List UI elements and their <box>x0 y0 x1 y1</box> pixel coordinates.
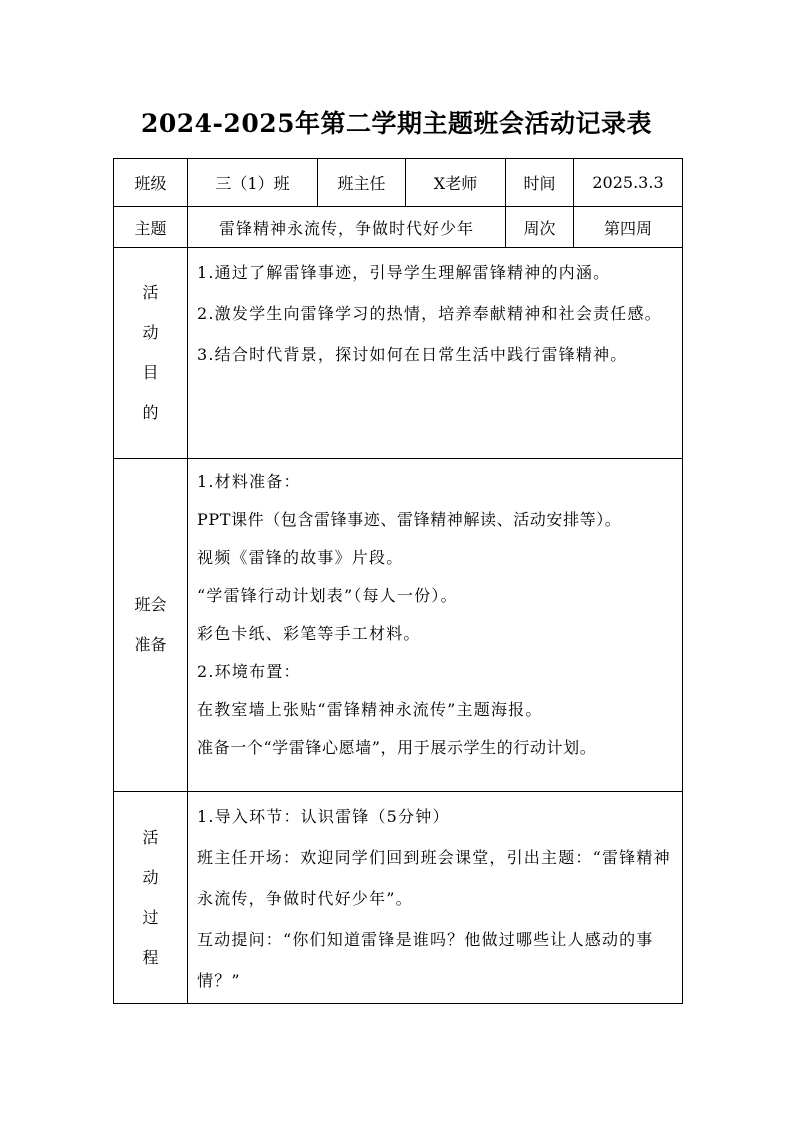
process-label-char: 动 <box>142 867 159 887</box>
theme-label: 主题 <box>114 207 188 248</box>
preparation-item: 2.环境布置： <box>197 662 301 681</box>
header-row <box>114 159 683 207</box>
preparation-row <box>114 459 683 792</box>
process-label-char: 活 <box>142 827 159 847</box>
process-row <box>114 792 683 1004</box>
preparation-label <box>114 459 188 792</box>
preparation-item: 准备一个“学雷锋心愿墙”，用于展示学生的行动计划。 <box>197 738 597 757</box>
process-label-char: 过 <box>142 907 159 927</box>
objective-item: 2.激发学生向雷锋学习的热情，培养奉献精神和社会责任感。 <box>197 304 662 323</box>
objectives-label-char: 目 <box>142 363 159 382</box>
objective-item: 1.通过了解雷锋事迹，引导学生理解雷锋精神的内涵。 <box>197 263 611 282</box>
process-item: 班主任开场：欢迎同学们回到班会课堂，引出主题：“雷锋精神永流传，争做时代好少年”。 <box>197 848 671 908</box>
teacher-label: 班主任 <box>318 159 406 207</box>
week-value: 第四周 <box>574 207 683 248</box>
teacher-value: X老师 <box>406 159 506 207</box>
objectives-content <box>188 248 683 459</box>
process-item: 1.导入环节：认识雷锋（5分钟） <box>197 807 450 826</box>
class-label: 班级 <box>114 159 188 207</box>
week-label: 周次 <box>506 207 574 248</box>
preparation-item: PPT课件（包含雷锋事迹、雷锋精神解读、活动安排等）。 <box>197 510 622 529</box>
theme-value: 雷锋精神永流传，争做时代好少年 <box>188 207 506 248</box>
objectives-label-char: 动 <box>142 323 159 342</box>
process-label-char: 程 <box>142 947 159 967</box>
activity-record-table <box>113 158 683 1004</box>
preparation-content <box>188 459 683 792</box>
time-label: 时间 <box>506 159 574 207</box>
preparation-item: “学雷锋行动计划表”（每人一份）。 <box>197 586 458 605</box>
class-value: 三（1）班 <box>188 159 318 207</box>
process-content <box>188 792 683 1004</box>
objectives-label-char: 的 <box>142 403 159 422</box>
preparation-item: 彩色卡纸、彩笔等手工材料。 <box>197 624 421 643</box>
process-item: 互动提问：“你们知道雷锋是谁吗？他做过哪些让人感动的事情？” <box>197 930 654 990</box>
preparation-label-line: 班会 <box>134 595 167 614</box>
objectives-label <box>114 248 188 459</box>
objectives-row <box>114 248 683 459</box>
preparation-item: 视频《雷锋的故事》片段。 <box>197 548 404 567</box>
theme-row <box>114 207 683 248</box>
process-label <box>114 792 188 1004</box>
page-title: 2024-2025年第二学期主题班会活动记录表 <box>140 109 653 138</box>
objective-item: 3.结合时代背景，探讨如何在日常生活中践行雷锋精神。 <box>197 345 628 364</box>
objectives-label-char: 活 <box>142 283 159 302</box>
preparation-item: 1.材料准备： <box>197 472 301 491</box>
time-value: 2025.3.3 <box>574 159 683 207</box>
preparation-item: 在教室墙上张贴“雷锋精神永流传”主题海报。 <box>197 700 543 719</box>
preparation-label-line: 准备 <box>134 635 167 654</box>
